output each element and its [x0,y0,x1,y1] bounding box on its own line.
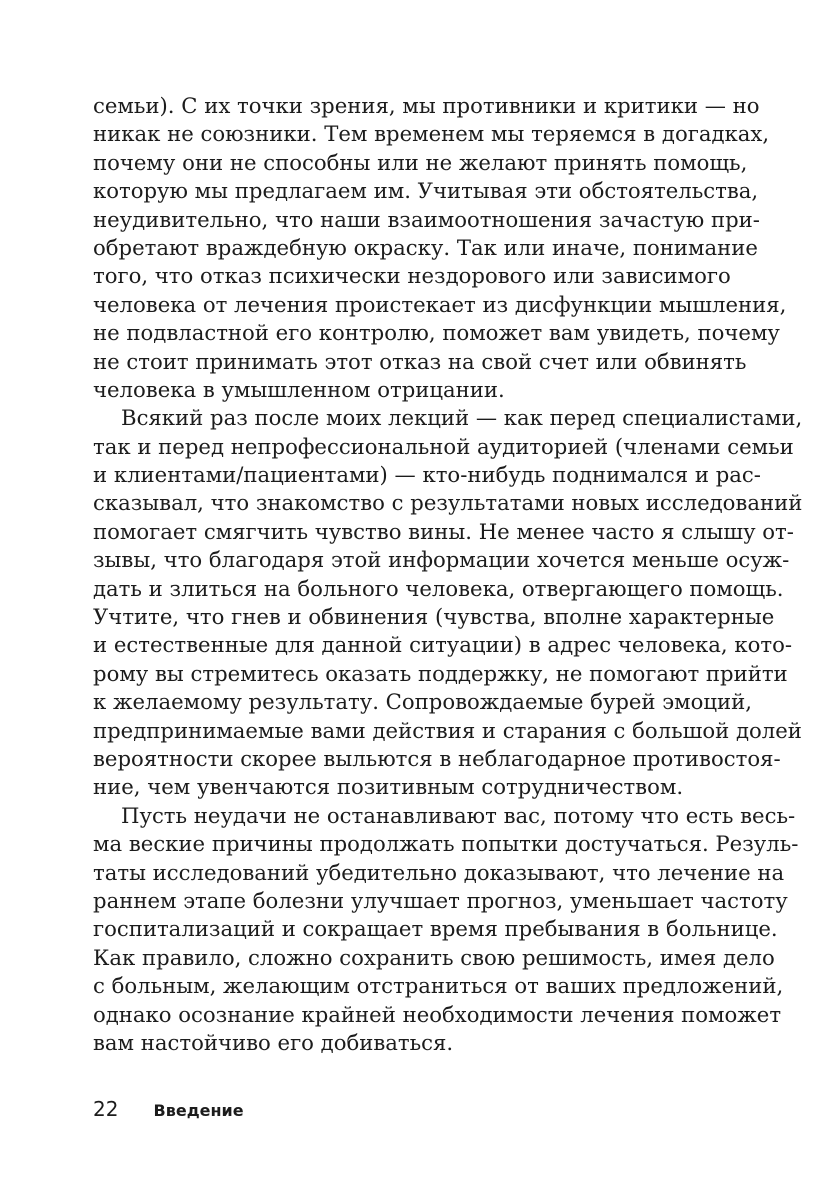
text-line: с больным, желающим отстраниться от ваших предложений, [93,973,784,999]
text-line: дать и злиться на больного человека, отвергающего помощь. [93,575,784,601]
text-line: которую мы предлагаем им. Учитывая эти обстоятельства, [93,178,759,204]
text-line: ма веские причины продолжать попытки достучаться. Резуль- [93,831,799,857]
text-line: и естественные для данной ситуации) в адрес человека, кото- [93,632,793,658]
paragraph-3 [93,802,799,1058]
text-line: почему они не способны или не желают принять помощь, [93,149,748,175]
text-line: сказывал, что знакомство с результатами новых исследований [93,490,803,516]
text-line: человека в умышленном отрицании. [93,376,505,402]
text-line: ние, чем увенчаются позитивным сотрудничеством. [93,774,684,800]
text-line: Учтите, что гнев и обвинения (чувства, вполне характерные [93,604,775,630]
text-line: рому вы стремитесь оказать поддержку, не помогают прийти [93,660,788,686]
page-footer [93,1097,244,1121]
text-line: семьи). С их точки зрения, мы противники и критики — но [93,93,760,118]
text-line: никак не союзники. Тем временем мы теряемся в догадках, [93,121,770,147]
text-line: предпринимаемые вами действия и старания с большой долей [93,717,802,743]
paragraph-1 [93,92,787,404]
text-line: к желаемому результату. Сопровождаемые бурей эмоций, [93,689,752,715]
text-line: так и перед непрофессиональной аудиторией (членами семьи [93,433,794,459]
text-line: Всякий раз после моих лекций — как перед специалистами, [121,405,803,431]
body-text [93,92,803,1057]
text-line: однако осознание крайней необходимости лечения поможет [93,1001,782,1027]
running-section-title: Введение [153,1101,244,1120]
text-line: и клиентами/пациентами) — кто-нибудь поднимался и рас- [93,462,761,488]
text-line: того, что отказ психически нездорового или зависимого [93,263,731,289]
text-line: не стоит принимать этот отказ на свой счет или обвинять [93,348,747,374]
text-line: раннем этапе болезни улучшает прогноз, уменьшает частоту [93,887,788,913]
text-line: таты исследований убедительно доказывают, что лечение на [93,859,785,885]
page-number: 22 [93,1097,119,1121]
text-line: вероятности скорее выльются в неблагодарное противостоя- [93,745,781,771]
text-line: не подвластной его контролю, поможет вам увидеть, почему [93,320,780,346]
text-line: обретают враждебную окраску. Так или иначе, понимание [93,234,758,260]
text-line: зывы, что благодаря этой информации хочется меньше осуж- [93,547,790,573]
text-line: помогает смягчить чувство вины. Не менее часто я слышу от- [93,518,794,544]
text-line: Пусть неудачи не останавливают вас, потому что есть весь- [121,802,796,828]
paragraph-2 [93,404,803,801]
text-line: человека от лечения проистекает из дисфункции мышления, [93,291,787,317]
text-line: вам настойчиво его добиваться. [93,1029,454,1055]
text-line: госпитализаций и сокращает время пребывания в больнице. [93,916,778,942]
text-line: Как правило, сложно сохранить свою решимость, имея дело [93,944,775,970]
text-line: неудивительно, что наши взаимоотношения зачастую при- [93,206,760,232]
